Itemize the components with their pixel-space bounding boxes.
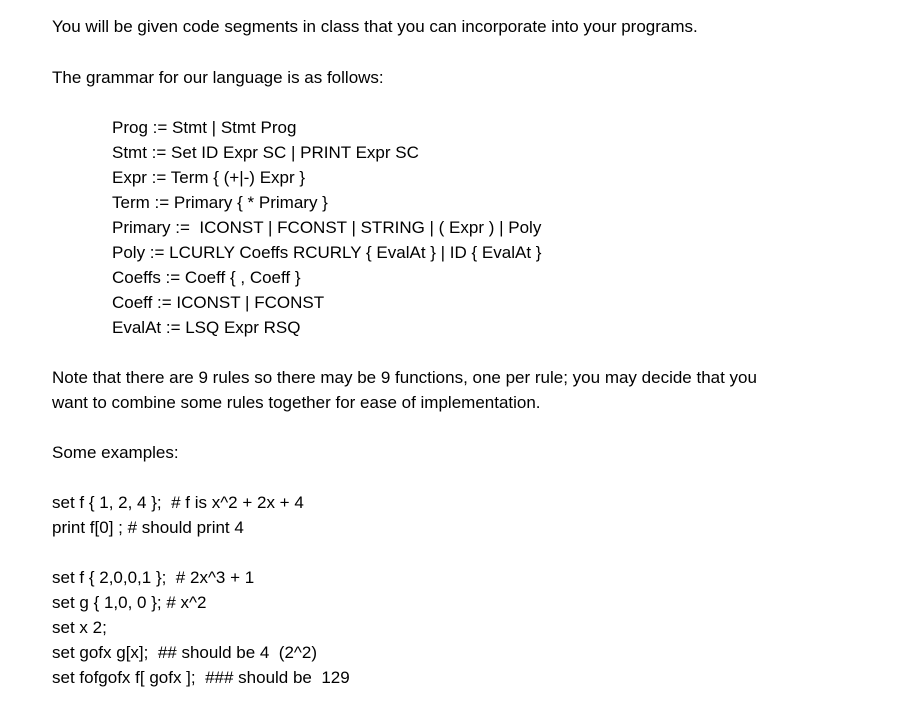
example-code-line: set fofgofx f[ gofx ]; ### should be 129 — [52, 668, 350, 687]
intro-paragraph: You will be given code segments in class that you can incorporate into your programs. — [52, 17, 698, 36]
note-line: want to combine some rules together for ease of implementation. — [52, 393, 541, 412]
grammar-rule-prog: Prog := Stmt | Stmt Prog — [112, 118, 297, 137]
grammar-heading: The grammar for our language is as follows: — [52, 68, 384, 87]
examples-heading: Some examples: — [52, 443, 179, 462]
grammar-rule-evalat: EvalAt := LSQ Expr RSQ — [112, 318, 301, 337]
grammar-rule-coeffs: Coeffs := Coeff { , Coeff } — [112, 268, 301, 287]
example-code-line: set gofx g[x]; ## should be 4 (2^2) — [52, 643, 318, 662]
example-code-line: set g { 1,0, 0 }; # x^2 — [52, 593, 207, 612]
grammar-rule-coeff: Coeff := ICONST | FCONST — [112, 293, 325, 312]
grammar-rule-primary: Primary := ICONST | FCONST | STRING | ( Expr ) | Poly — [112, 218, 542, 237]
example-code-line: set f { 2,0,0,1 }; # 2x^3 + 1 — [52, 568, 255, 587]
grammar-rule-expr: Expr := Term { (+|-) Expr } — [112, 168, 306, 187]
note-line: Note that there are 9 rules so there may be 9 functions, one per rule; you may decide that you — [52, 368, 757, 387]
grammar-rule-term: Term := Primary { * Primary } — [112, 193, 328, 212]
example-code-line: set x 2; — [52, 618, 107, 637]
example-code-line: set f { 1, 2, 4 }; # f is x^2 + 2x + 4 — [52, 493, 304, 512]
example-code-line: print f[0] ; # should print 4 — [52, 518, 244, 537]
grammar-rule-stmt: Stmt := Set ID Expr SC | PRINT Expr SC — [112, 143, 419, 162]
grammar-rule-poly: Poly := LCURLY Coeffs RCURLY { EvalAt } | ID { EvalAt } — [112, 243, 542, 262]
